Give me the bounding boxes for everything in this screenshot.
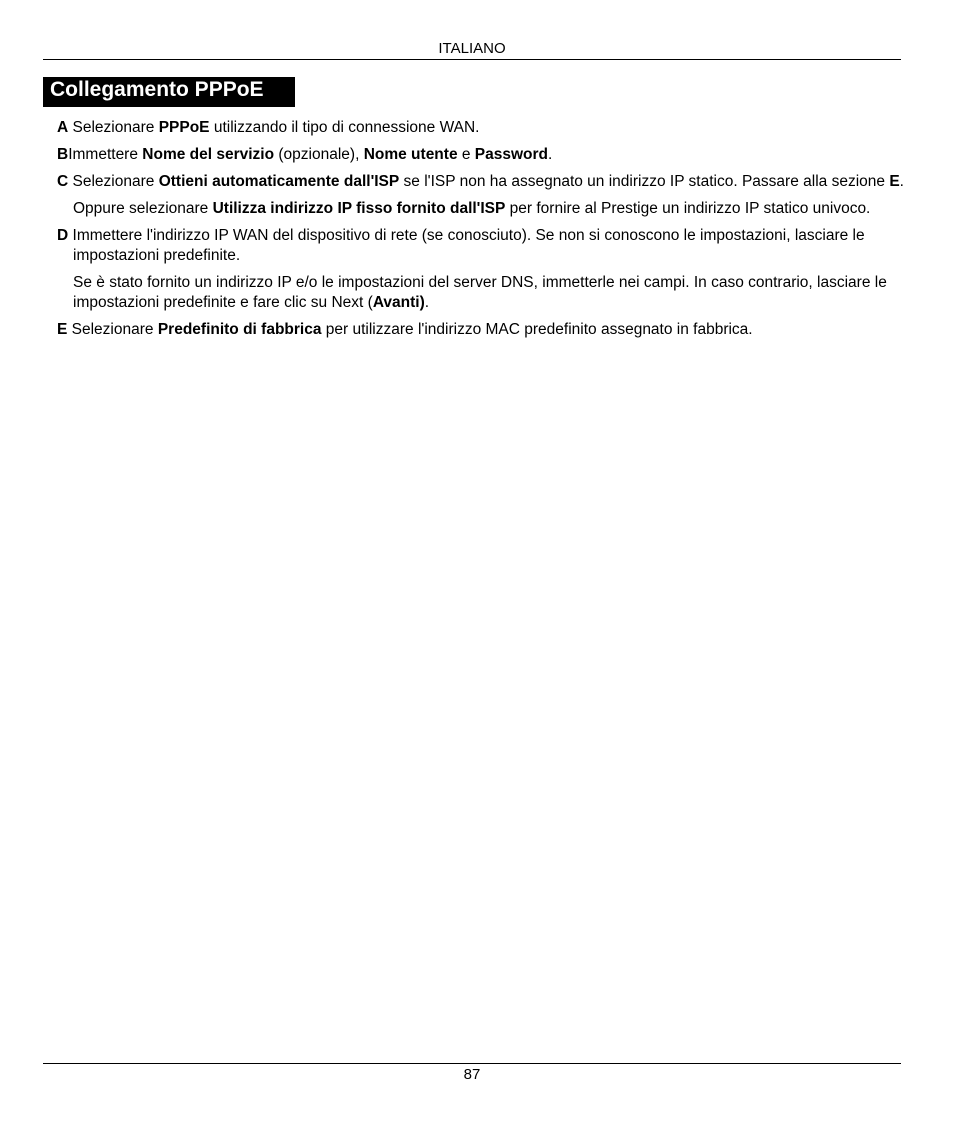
step-text: Selezionare xyxy=(68,173,159,190)
step-term: Password xyxy=(474,146,549,163)
step-term: E xyxy=(889,173,900,190)
step-letter: D xyxy=(57,227,69,244)
step-letter: E xyxy=(57,321,68,338)
step-text: Selezionare xyxy=(68,119,159,136)
step-text: per fornire al Prestige un indirizzo IP statico univoco. xyxy=(505,200,871,217)
step-c-alternative xyxy=(57,199,907,219)
step-d xyxy=(57,226,907,266)
step-text: Immettere xyxy=(68,146,143,163)
footer-rule xyxy=(43,1063,901,1064)
step-term: Utilizza indirizzo IP fisso fornito dall'ISP xyxy=(212,200,506,217)
step-text: . xyxy=(424,294,430,311)
running-header: ITALIANO xyxy=(438,40,506,57)
step-text: Oppure selezionare xyxy=(73,200,213,217)
step-text: utilizzando il tipo di connessione WAN. xyxy=(209,119,480,136)
section-title: Collegamento PPPoE xyxy=(43,77,295,107)
step-list xyxy=(57,118,907,340)
step-term: Nome del servizio xyxy=(142,146,275,163)
step-d-alternative xyxy=(57,273,907,313)
step-letter: B xyxy=(57,146,69,163)
step-letter: C xyxy=(57,173,69,190)
step-text: Immettere l'indirizzo IP WAN del dispositivo di rete (se conosciuto). Se non si conoscono le impostazioni, lasciare le impostazioni predefinite. xyxy=(68,227,865,264)
step-b xyxy=(57,145,907,165)
step-text: e xyxy=(457,146,475,163)
step-text: Se è stato fornito un indirizzo IP e/o le impostazioni del server DNS, immetterle nei campi. In caso contrario, lasciare le impostazioni predefinite e fare clic su Next ( xyxy=(73,274,887,311)
step-e xyxy=(57,320,907,340)
step-term: Nome utente xyxy=(363,146,458,163)
header-rule xyxy=(43,59,901,60)
page-number: 87 xyxy=(463,1066,481,1083)
step-text: per utilizzare l'indirizzo MAC predefinito assegnato in fabbrica. xyxy=(321,321,753,338)
step-letter: A xyxy=(57,119,69,136)
step-term: Predefinito di fabbrica xyxy=(157,321,322,338)
step-a xyxy=(57,118,907,138)
step-term: Ottieni automaticamente dall'ISP xyxy=(158,173,400,190)
step-c xyxy=(57,172,907,192)
step-text: . xyxy=(899,173,904,190)
step-term: Avanti) xyxy=(372,294,425,311)
step-text: Selezionare xyxy=(67,321,158,338)
step-text: se l'ISP non ha assegnato un indirizzo IP statico. Passare alla sezione xyxy=(399,173,890,190)
step-text: (opzionale), xyxy=(274,146,364,163)
step-text: . xyxy=(548,146,553,163)
step-term: PPPoE xyxy=(158,119,210,136)
